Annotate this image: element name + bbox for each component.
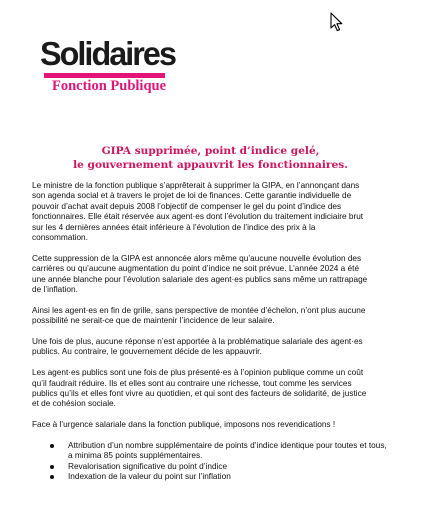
text-line: Face à l’urgence salariale dans la fonction publique, imposons nos revendications ! bbox=[32, 420, 336, 430]
text-line: Ainsi les agent·es en fin de grille, sans perspective de montée d’échelon, n’ont plus aucune bbox=[32, 305, 366, 315]
claim-item bbox=[50, 441, 400, 462]
text-line: possibilité ne serait-ce que de maintenir l’incidence de leur salaire. bbox=[32, 316, 275, 326]
logo-wordmark: Solidaires bbox=[40, 35, 175, 72]
bullet-icon bbox=[50, 465, 54, 469]
text-line: pouvoir d’achat avait depuis 2008 l’objectif de compenser le gel du point d’indice des bbox=[32, 201, 342, 211]
paragraph bbox=[32, 368, 400, 410]
bullet-icon bbox=[50, 475, 54, 479]
text-line: Le ministre de la fonction publique s’apprêterait à supprimer la GIPA, en l’annonçant dans bbox=[32, 181, 360, 190]
solidaires-logo bbox=[40, 36, 180, 98]
paragraph bbox=[32, 254, 400, 296]
paragraph bbox=[32, 181, 400, 243]
text-line: sur les 4 dernières années était inférieure à l’évolution de l’indice des prix à la bbox=[32, 222, 316, 232]
title-line: GIPA supprimée, point d’indice gelé, bbox=[101, 145, 320, 157]
document-body bbox=[32, 181, 400, 483]
logo-subtitle: Fonction Publique bbox=[52, 78, 167, 94]
text-line: Les agent·es publics sont une fois de plus présenté·es à l’opinion publique comme un coût bbox=[32, 368, 364, 378]
text-line: consommation. bbox=[32, 233, 88, 243]
claim-item bbox=[50, 472, 400, 482]
text-line: carrières ou qu’aucune augmentation du point d’indice ne soit prévue. L’année 2024 a été bbox=[32, 264, 360, 274]
text-line: et de cohésion sociale. bbox=[32, 399, 116, 409]
text-line: qu’il faudrait réduire. Ils et elles sont au contraire une richesse, tout comme les services bbox=[32, 378, 352, 388]
paragraphs bbox=[32, 181, 400, 431]
text-line: Une fois de plus, aucune réponse n’est apportée à la problématique salariale des agent·es bbox=[32, 337, 363, 347]
text-line: publics qu’ils et elles font vivre au quotidien, et qui sont des facteurs de solidarité, de justice bbox=[32, 389, 367, 399]
claim-item bbox=[50, 462, 400, 472]
text-line: fonctionnaires. Elle était réservée aux agent·es dont l’évolution du traitement indiciaire brut bbox=[32, 212, 364, 222]
claim-text: Indexation de la valeur du point sur l’inflation bbox=[68, 472, 231, 482]
paragraph bbox=[32, 306, 400, 327]
paragraph bbox=[32, 337, 400, 358]
mouse-cursor-icon bbox=[330, 12, 344, 32]
text-line: Cette suppression de la GIPA est annoncée alors même qu’aucune nouvelle évolution des bbox=[32, 253, 362, 263]
text-line: son agenda social et à travers le projet de loi de finances. Cette garantie individuelle de bbox=[32, 191, 352, 201]
document-title bbox=[0, 144, 421, 172]
claims-list bbox=[32, 441, 400, 483]
paragraph bbox=[32, 420, 400, 430]
bullet-icon bbox=[50, 444, 54, 448]
claim-text: Attribution d’un nombre supplémentaire de points d’indice identique pour toutes et tous, bbox=[68, 441, 387, 451]
title-line: le gouvernement appauvrit les fonctionnaires. bbox=[73, 159, 348, 171]
text-line: une année blanche pour l’évolution salariale des agent·es publics sans même un rattrapage bbox=[32, 274, 368, 284]
text-line: publics. Au contraire, le gouvernement décide de les appauvrir. bbox=[32, 347, 262, 357]
claim-text: a minima 85 points supplémentaires. bbox=[68, 451, 203, 461]
claim-text: Revalorisation significative du point d’indice bbox=[68, 461, 228, 471]
text-line: de l’inflation. bbox=[32, 285, 78, 295]
